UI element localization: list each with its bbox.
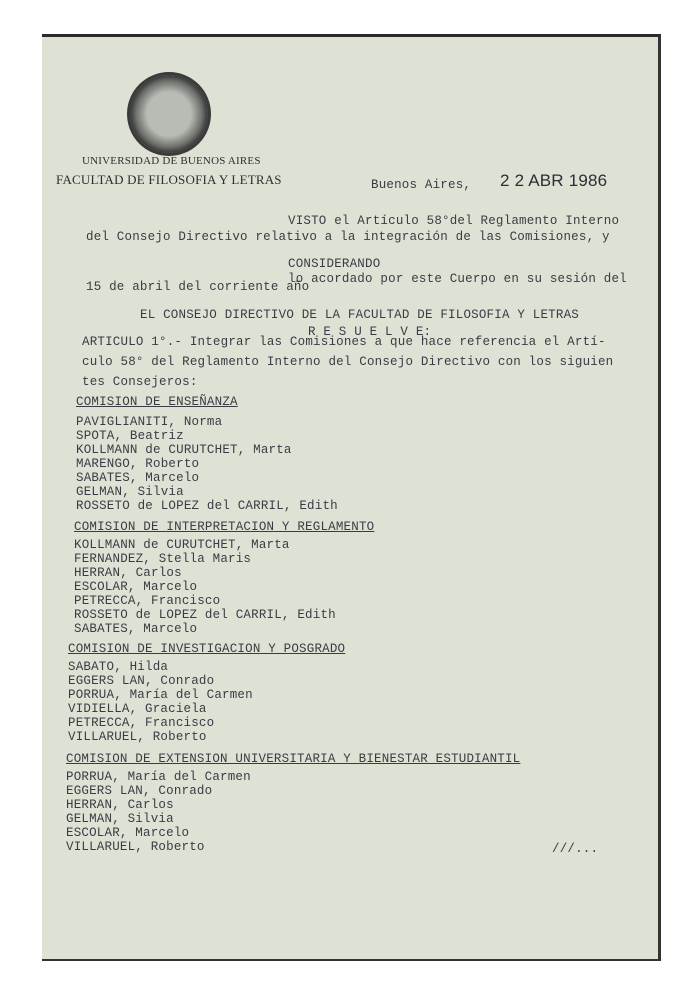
member: HERRAN, Carlos: [66, 798, 174, 812]
article-line-1: ARTICULO 1°.- Integrar las Comisiones a que hace referencia el Artí-: [82, 335, 606, 349]
member: EGGERS LAN, Conrado: [68, 674, 215, 688]
university-name: UNIVERSIDAD DE BUENOS AIRES: [82, 155, 261, 167]
member: KOLLMANN de CURUTCHET, Marta: [74, 538, 290, 552]
member: VIDIELLA, Graciela: [68, 702, 207, 716]
considerando-heading: CONSIDERANDO: [288, 257, 381, 271]
resuelve-heading: R E S U E L V E:: [308, 325, 432, 339]
article-line-2: culo 58° del Reglamento Interno del Consejo Directivo con los siguien: [82, 355, 614, 369]
member: GELMAN, Silvia: [76, 485, 184, 499]
commission-title: COMISION DE INTERPRETACION Y REGLAMENTO: [74, 520, 375, 534]
member: PETRECCA, Francisco: [74, 594, 221, 608]
university-seal-icon: [127, 72, 211, 156]
member: ROSSETO de LOPEZ del CARRIL, Edith: [76, 499, 338, 513]
commission-title: COMISION DE EXTENSION UNIVERSITARIA Y BIENESTAR ESTUDIANTIL: [66, 752, 521, 766]
member: VILLARUEL, Roberto: [68, 730, 207, 744]
member: ESCOLAR, Marcelo: [74, 580, 198, 594]
member: SABATO, Hilda: [68, 660, 169, 674]
visto-line-2: del Consejo Directivo relativo a la integración de las Comisiones, y: [86, 230, 610, 244]
considerando-line-2: 15 de abril del corriente año: [86, 280, 310, 294]
faculty-name: FACULTAD DE FILOSOFIA Y LETRAS: [56, 172, 282, 187]
member: ESCOLAR, Marcelo: [66, 826, 190, 840]
commission-title: COMISION DE INVESTIGACION Y POSGRADO: [68, 642, 346, 656]
member: KOLLMANN de CURUTCHET, Marta: [76, 443, 292, 457]
member: EGGERS LAN, Conrado: [66, 784, 213, 798]
member: SPOTA, Beatriz: [76, 429, 184, 443]
visto-line-1: VISTO el Artículo 58°del Reglamento Interno: [288, 214, 620, 228]
member: SABATES, Marcelo: [74, 622, 198, 636]
member: HERRAN, Carlos: [74, 566, 182, 580]
member: PETRECCA, Francisco: [68, 716, 215, 730]
date-stamp: 2 2 ABR 1986: [500, 171, 608, 190]
member: MARENGO, Roberto: [76, 457, 200, 471]
member: PAVIGLIANITI, Norma: [76, 415, 223, 429]
consejo-heading: EL CONSEJO DIRECTIVO DE LA FACULTAD DE FILOSOFIA Y LETRAS: [140, 308, 579, 322]
article-line-3: tes Consejeros:: [82, 375, 198, 389]
member: SABATES, Marcelo: [76, 471, 200, 485]
member: PORRUA, María del Carmen: [68, 688, 253, 702]
member: ROSSETO de LOPEZ del CARRIL, Edith: [74, 608, 336, 622]
place: Buenos Aires,: [371, 178, 472, 192]
considerando-line-1: lo acordado por este Cuerpo en su sesión del: [288, 272, 627, 286]
member: FERNANDEZ, Stella Maris: [74, 552, 252, 566]
member: GELMAN, Silvia: [66, 812, 174, 826]
member: PORRUA, María del Carmen: [66, 770, 251, 784]
commission-title: COMISION DE ENSEÑANZA: [76, 395, 238, 409]
member: VILLARUEL, Roberto: [66, 840, 205, 854]
continues-marker: ///...: [552, 842, 599, 856]
